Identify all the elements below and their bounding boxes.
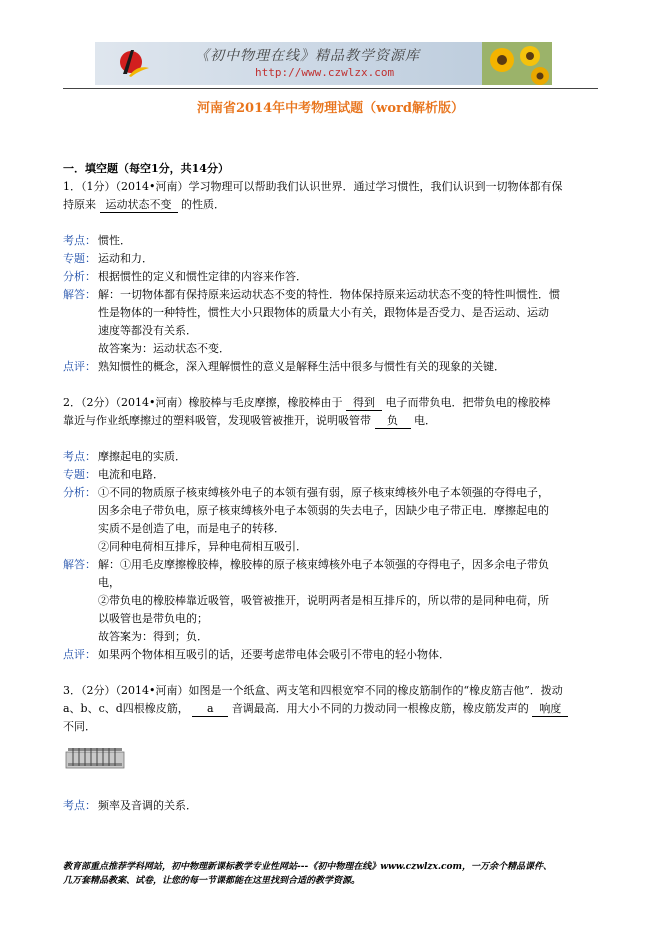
zhuanti-label: 专题：	[63, 252, 96, 265]
jieda-line: 速度等都没有关系．	[98, 324, 197, 337]
jieda-row	[63, 556, 599, 646]
zhuanti-label: 专题：	[63, 468, 96, 481]
answer-blank: 负	[375, 414, 411, 429]
document-body	[63, 160, 599, 815]
fenxi-label: 分析：	[63, 486, 96, 499]
dianping-text: 熟知惯性的概念，深入理解惯性的意义是解释生活中很多与惯性有关的现象的关键．	[98, 360, 505, 373]
question-1	[63, 178, 599, 214]
question-1-stem-part: 的性质．	[181, 198, 225, 211]
question-3-stem-part: 音调最高．用大小不同的力拨动同一根橡皮筋，橡皮筋发声的	[231, 702, 529, 715]
jieda-line: 故答案为：运动状态不变．	[98, 342, 230, 355]
question-3-stem-part: a、b、c、d四根橡皮筋，	[63, 702, 189, 715]
answer-blank: 响度	[532, 702, 568, 717]
zhuanti-row	[63, 250, 599, 268]
fenxi-text: 根据惯性的定义和惯性定律的内容来作答．	[98, 270, 307, 283]
banner-url: http://www.czwlzx.com	[255, 66, 395, 79]
jieda-label: 解答：	[63, 288, 96, 301]
dianping-label: 点评：	[63, 360, 96, 373]
kaodian-text: 摩擦起电的实质．	[98, 450, 186, 463]
jieda-row	[63, 286, 599, 358]
banner-title: 《初中物理在线》精品教学资源库	[195, 48, 420, 64]
page-title: 河南省2014年中考物理试题（word解析版）	[197, 101, 464, 116]
jieda-label: 解答：	[63, 558, 96, 571]
jieda-line: ②带负电的橡胶棒靠近吸管，吸管被推开，说明两者是相互排斥的，所以带的是同种电荷，所	[98, 594, 549, 607]
header-banner	[95, 42, 552, 85]
jieda-line: 电，	[98, 576, 120, 589]
fenxi-label: 分析：	[63, 270, 96, 283]
question-2-stem-part: 2．（2分）（2014•河南）橡胶棒与毛皮摩擦，橡胶棒由于	[63, 396, 343, 409]
rubber-band-guitar-image	[65, 744, 125, 770]
question-2	[63, 394, 599, 430]
kaodian-row	[63, 797, 599, 815]
fenxi-line: 实质不是创造了电，而是电子的转移．	[98, 522, 285, 535]
dianping-row	[63, 646, 599, 664]
zhuanti-row	[63, 466, 599, 484]
question-2-stem-part: 靠近与作业纸摩擦过的塑料吸管，发现吸管被推开，说明吸管带	[63, 414, 371, 427]
dianping-row	[63, 358, 599, 376]
sunflower-image	[482, 42, 552, 85]
answer-blank: 运动状态不变	[100, 198, 178, 213]
question-3-stem: 3．（2分）（2014•河南）如图是一个纸盒、两支笔和四根宽窄不同的橡皮筋制作的“橡皮筋吉他”．拨动	[63, 684, 563, 697]
jieda-line: 以吸管也是带负电的；	[98, 612, 208, 625]
answer-blank: a	[192, 702, 228, 717]
kaodian-label: 考点：	[63, 450, 96, 463]
kaodian-text: 频率及音调的关系．	[98, 799, 197, 812]
footer-line: 教育部重点推荐学科网站，初中物理新课标教学专业性网站---《初中物理在线》www.czwlzx.com，一万余个精品课件、	[63, 862, 553, 872]
fenxi-row	[63, 268, 599, 286]
question-1-stem-part: 持原来	[63, 198, 96, 211]
question-1-stem: 1．（1分）（2014•河南）学习物理可以帮助我们认识世界．通过学习惯性，我们认识到一切物体都有保	[63, 180, 563, 193]
question-3-stem-part: 不同．	[63, 720, 96, 733]
fenxi-line: ②同种电荷相互排斥，异种电荷相互吸引．	[98, 540, 307, 553]
kaodian-text: 惯性．	[98, 234, 131, 247]
fenxi-line: 因多余电子带负电，原子核束缚核外电子本领弱的失去电子，因缺少电子带正电．摩擦起电的	[98, 504, 549, 517]
jieda-line: 性是物体的一种特性，惯性大小只跟物体的质量大小有关，跟物体是否受力、是否运动、运动	[98, 306, 549, 319]
footer-line: 几万套精品教案、试卷，让您的每一节课都能在这里找到合适的教学资源。	[63, 876, 361, 886]
site-logo	[117, 46, 151, 80]
kaodian-label: 考点：	[63, 799, 96, 812]
zhuanti-text: 运动和力．	[98, 252, 153, 265]
kaodian-row	[63, 448, 599, 466]
fenxi-line: ①不同的物质原子核束缚核外电子的本领有强有弱，原子核束缚核外电子本领强的夺得电子，	[98, 486, 549, 499]
answer-blank: 得到	[346, 396, 382, 411]
zhuanti-text: 电流和电路．	[98, 468, 164, 481]
question-2-stem-part: 电子而带负电．把带负电的橡胶棒	[385, 396, 551, 409]
dianping-label: 点评：	[63, 648, 96, 661]
kaodian-row	[63, 232, 599, 250]
question-2-stem-part: 电．	[414, 414, 436, 427]
jieda-line: 故答案为：得到；负．	[98, 630, 208, 643]
jieda-line: 解：一切物体都有保持原来运动状态不变的特性．物体保持原来运动状态不变的特性叫惯性．惯	[98, 288, 560, 301]
header-rule	[63, 88, 598, 89]
jieda-line: 解：①用毛皮摩擦橡胶棒，橡胶棒的原子核束缚核外电子本领强的夺得电子，因多余电子带负	[98, 558, 549, 571]
page-footer	[63, 860, 603, 888]
question-3	[63, 682, 599, 770]
fenxi-row	[63, 484, 599, 556]
dianping-text: 如果两个物体相互吸引的话，还要考虑带电体会吸引不带电的轻小物体．	[98, 648, 450, 661]
section-heading: 一．填空题（每空1分，共14分）	[63, 162, 229, 175]
kaodian-label: 考点：	[63, 234, 96, 247]
